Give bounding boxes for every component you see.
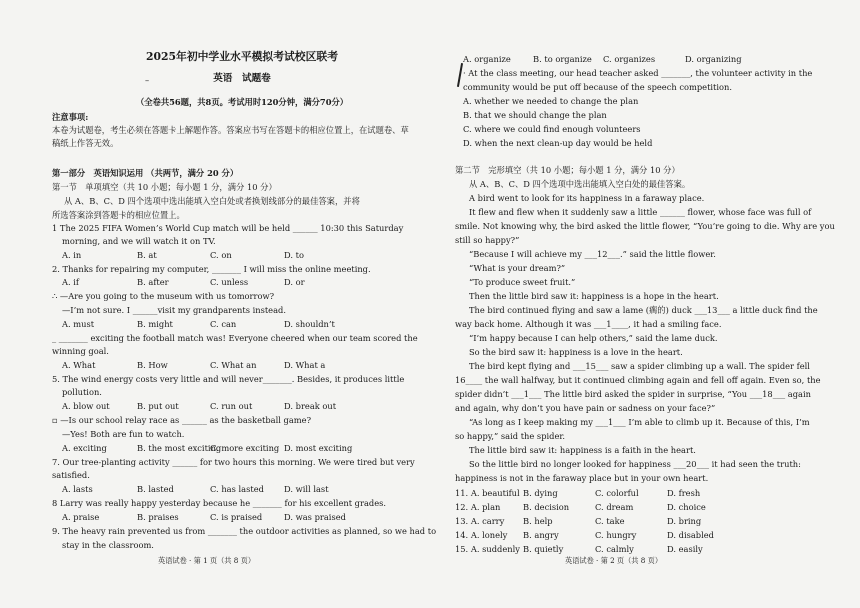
- passage-line: happiness is not in the faraway place but in your own heart.: [455, 473, 709, 483]
- option: A. blow out: [62, 401, 110, 411]
- exam-title: 2025年初中学业水平模拟考试校区联考: [145, 50, 338, 63]
- question-2: 2. Thanks for repairing my computer, _______ I will miss the online meeting.: [52, 264, 371, 274]
- passage-line: The bird kept flying and ___15___ saw a spider climbing up a wall. The spider fell: [469, 361, 810, 371]
- option: B. quietly: [523, 544, 564, 554]
- exam-info: （全卷共56题，共8页。考试用时120分钟，满分70分）: [135, 97, 349, 107]
- page-1: [52, 0, 437, 608]
- passage-line: “What is your dream?”: [469, 263, 566, 273]
- footer-page-1: 英语试卷 · 第 1 页（共 8 页）: [158, 556, 256, 565]
- notice-line-2: 稿纸上作答无效。: [52, 138, 119, 148]
- question-5-line-2: pollution.: [62, 387, 102, 397]
- passage-line: So the little bird no longer looked for happiness ___20___ it had seen the truth:: [469, 459, 801, 469]
- notice-label: 注意事项:: [52, 112, 89, 122]
- option: A. exciting: [62, 443, 107, 453]
- question-3-line-2: —I’m not sure. I ______visit my grandparents instead.: [62, 305, 286, 315]
- question-10-option-b: B. that we should change the plan: [463, 110, 607, 120]
- passage-line: So the bird saw it: happiness is a love in the heart.: [469, 347, 683, 357]
- option: 11. A. beautiful: [455, 488, 520, 498]
- option: D. What a: [284, 360, 326, 370]
- option: C. take: [595, 516, 625, 526]
- option: D. or: [284, 277, 305, 287]
- section2-title: 第二节 完形填空（共 10 小题；每小题 1 分，满分 10 分）: [455, 165, 680, 175]
- part1-title: 第一部分 英语知识运用 （共两节，满分 20 分）: [52, 168, 239, 178]
- option: A. organize: [463, 54, 511, 64]
- question-10-option-c: C. where we could find enough volunteers: [463, 124, 641, 134]
- option: D. easily: [667, 544, 703, 554]
- passage-line: “Because I will achieve my ___12___.” said the little flower.: [469, 249, 716, 259]
- option: C. more exciting: [210, 443, 280, 453]
- passage-line: smile. Not knowing why, the bird asked the little flower, “You’re going to die. Why are you: [455, 221, 835, 231]
- question-9-line-1: 9. The heavy rain prevented us from _______ the outdoor activities as planned, so we had to: [52, 526, 437, 536]
- passage-line: way back home. Although it was ___1____, it had a smiling face.: [455, 319, 722, 329]
- question-4-line-1: _ _______ exciting the football match was! Everyone cheered when our team scored the: [52, 333, 418, 343]
- option: C. has lasted: [210, 484, 264, 494]
- option: B. put out: [137, 401, 179, 411]
- option: B. praises: [137, 512, 179, 522]
- passage-line: The bird continued flying and saw a lame (瘸的) duck ___13___ a little duck find the: [469, 305, 818, 315]
- option: B. to organize: [533, 54, 592, 64]
- passage-line: A bird went to look for its happiness in a faraway place.: [469, 193, 705, 203]
- question-9-line-2: stay in the classroom.: [62, 540, 154, 550]
- option: A. if: [62, 277, 79, 287]
- question-3-line-1: ∴ —Are you going to the museum with us tomorrow?: [52, 291, 275, 301]
- option: D. disabled: [667, 530, 714, 540]
- option: D. was praised: [284, 512, 346, 522]
- option: D. shouldn’t: [284, 319, 335, 329]
- option: D. organizing: [685, 54, 742, 64]
- option: C. on: [210, 250, 232, 260]
- question-10-line-2: community would be put off because of the speech competition.: [463, 82, 733, 92]
- passage-line: so happy,” said the spider.: [455, 431, 566, 441]
- section1-instruction-1: 从 A、B、C、D 四个选项中选出能填入空白处或者换划线部分的最佳答案，并将: [64, 196, 360, 206]
- question-6-line-2: —Yes! Both are fun to watch.: [62, 429, 185, 439]
- option: 12. A. plan: [455, 502, 501, 512]
- option: 13. A. carry: [455, 516, 505, 526]
- option: A. What: [62, 360, 96, 370]
- option: B. lasted: [137, 484, 174, 494]
- option: B. help: [523, 516, 553, 526]
- option: B. decision: [523, 502, 570, 512]
- option: D. break out: [284, 401, 337, 411]
- question-7-line-2: satisfied.: [52, 470, 90, 480]
- option: C. calmly: [595, 544, 634, 554]
- option: B. How: [137, 360, 168, 370]
- passage-line: spider didn’t ___1___ The little bird asked the spider in surprise, “You ___18___ again: [455, 389, 811, 399]
- option: A. praise: [62, 512, 100, 522]
- passage-line: The little bird saw it: happiness is a faith in the heart.: [469, 445, 696, 455]
- passage-line: 16____ the wall halfway, but it continued climbing again and fell off again. Even so, the: [455, 375, 821, 385]
- passage-line: still so happy?”: [455, 235, 520, 245]
- question-10-line-1: · At the class meeting, our head teacher asked _______, the volunteer activity in the: [463, 68, 813, 78]
- option: 15. A. suddenly: [455, 544, 520, 554]
- subject-title: 英语 试题卷: [213, 73, 271, 84]
- question-1-line-1: 1 The 2025 FIFA Women’s World Cup match will be held ______ 10:30 this Saturday: [52, 223, 404, 233]
- option: B. after: [137, 277, 169, 287]
- passage-line: Then the little bird saw it: happiness is a hope in the heart.: [469, 291, 719, 301]
- option: C. colorful: [595, 488, 639, 498]
- option: 14. A. lonely: [455, 530, 508, 540]
- option: B. might: [137, 319, 173, 329]
- passage-line: It flew and flew when it suddenly saw a little ______ flower, whose face was full of: [469, 207, 812, 217]
- option: D. will last: [284, 484, 329, 494]
- footer-page-2: 英语试卷 · 第 2 页（共 8 页）: [565, 556, 663, 565]
- passage-line: and again, why don’t you have pain or sadness on your face?”: [455, 403, 716, 413]
- passage-line: “To produce sweet fruit.”: [469, 277, 576, 287]
- question-8: 8 Larry was really happy yesterday because he _______ for his excellent grades.: [52, 498, 387, 508]
- option: A. in: [62, 250, 82, 260]
- option: C. run out: [210, 401, 253, 411]
- option: C. What an: [210, 360, 257, 370]
- dash-mark: –: [145, 75, 150, 85]
- section2-instruction: 从 A、B、C、D 四个选项中选出能填入空白处的最佳答案。: [469, 179, 691, 189]
- option: D. fresh: [667, 488, 701, 498]
- option: C. unless: [210, 277, 249, 287]
- option: D. bring: [667, 516, 702, 526]
- question-10-option-d: D. when the next clean-up day would be held: [463, 138, 653, 148]
- option: C. hungry: [595, 530, 637, 540]
- option: C. can: [210, 319, 237, 329]
- option: D. choice: [667, 502, 706, 512]
- option: C. is praised: [210, 512, 263, 522]
- page-2: [455, 0, 840, 608]
- question-6-line-1: ▫ —Is our school relay race as ______ as the basketball game?: [52, 415, 312, 425]
- section1-instruction-2: 所选答案涂到答题卡的相应位置上。: [52, 210, 185, 220]
- option: D. most exciting: [284, 443, 353, 453]
- option: A. lasts: [62, 484, 93, 494]
- question-10-option-a: A. whether we needed to change the plan: [463, 96, 639, 106]
- question-1-line-2: morning, and we will watch it on TV.: [62, 236, 216, 246]
- option: C. dream: [595, 502, 634, 512]
- passage-line: “As long as I keep making my ___1___ I’m able to climb up it. Because of this, I’m: [469, 417, 810, 427]
- option: A. must: [62, 319, 95, 329]
- notice-line-1: 本卷为试题卷，考生必须在答题卡上解题作答。答案应书写在答题卡的相应位置上，在试题卷、草: [52, 125, 409, 135]
- option: B. at: [137, 250, 157, 260]
- question-4-line-2: winning goal.: [52, 346, 109, 356]
- option: C. organizes: [603, 54, 656, 64]
- option: B. the most exciting: [137, 443, 222, 453]
- option: D. to: [284, 250, 304, 260]
- question-7-line-1: 7. Our tree-planting activity ______ for two hours this morning. We were tired but very: [52, 457, 415, 467]
- option: B. dying: [523, 488, 558, 498]
- question-5-line-1: 5. The wind energy costs very little and will never_______. Besides, it produces little: [52, 374, 405, 384]
- option: B. angry: [523, 530, 559, 540]
- passage-line: “I’m happy because I can help others,” said the lame duck.: [469, 333, 718, 343]
- section1-title: 第一节 单项填空（共 10 小题；每小题 1 分，满分 10 分）: [52, 182, 277, 192]
